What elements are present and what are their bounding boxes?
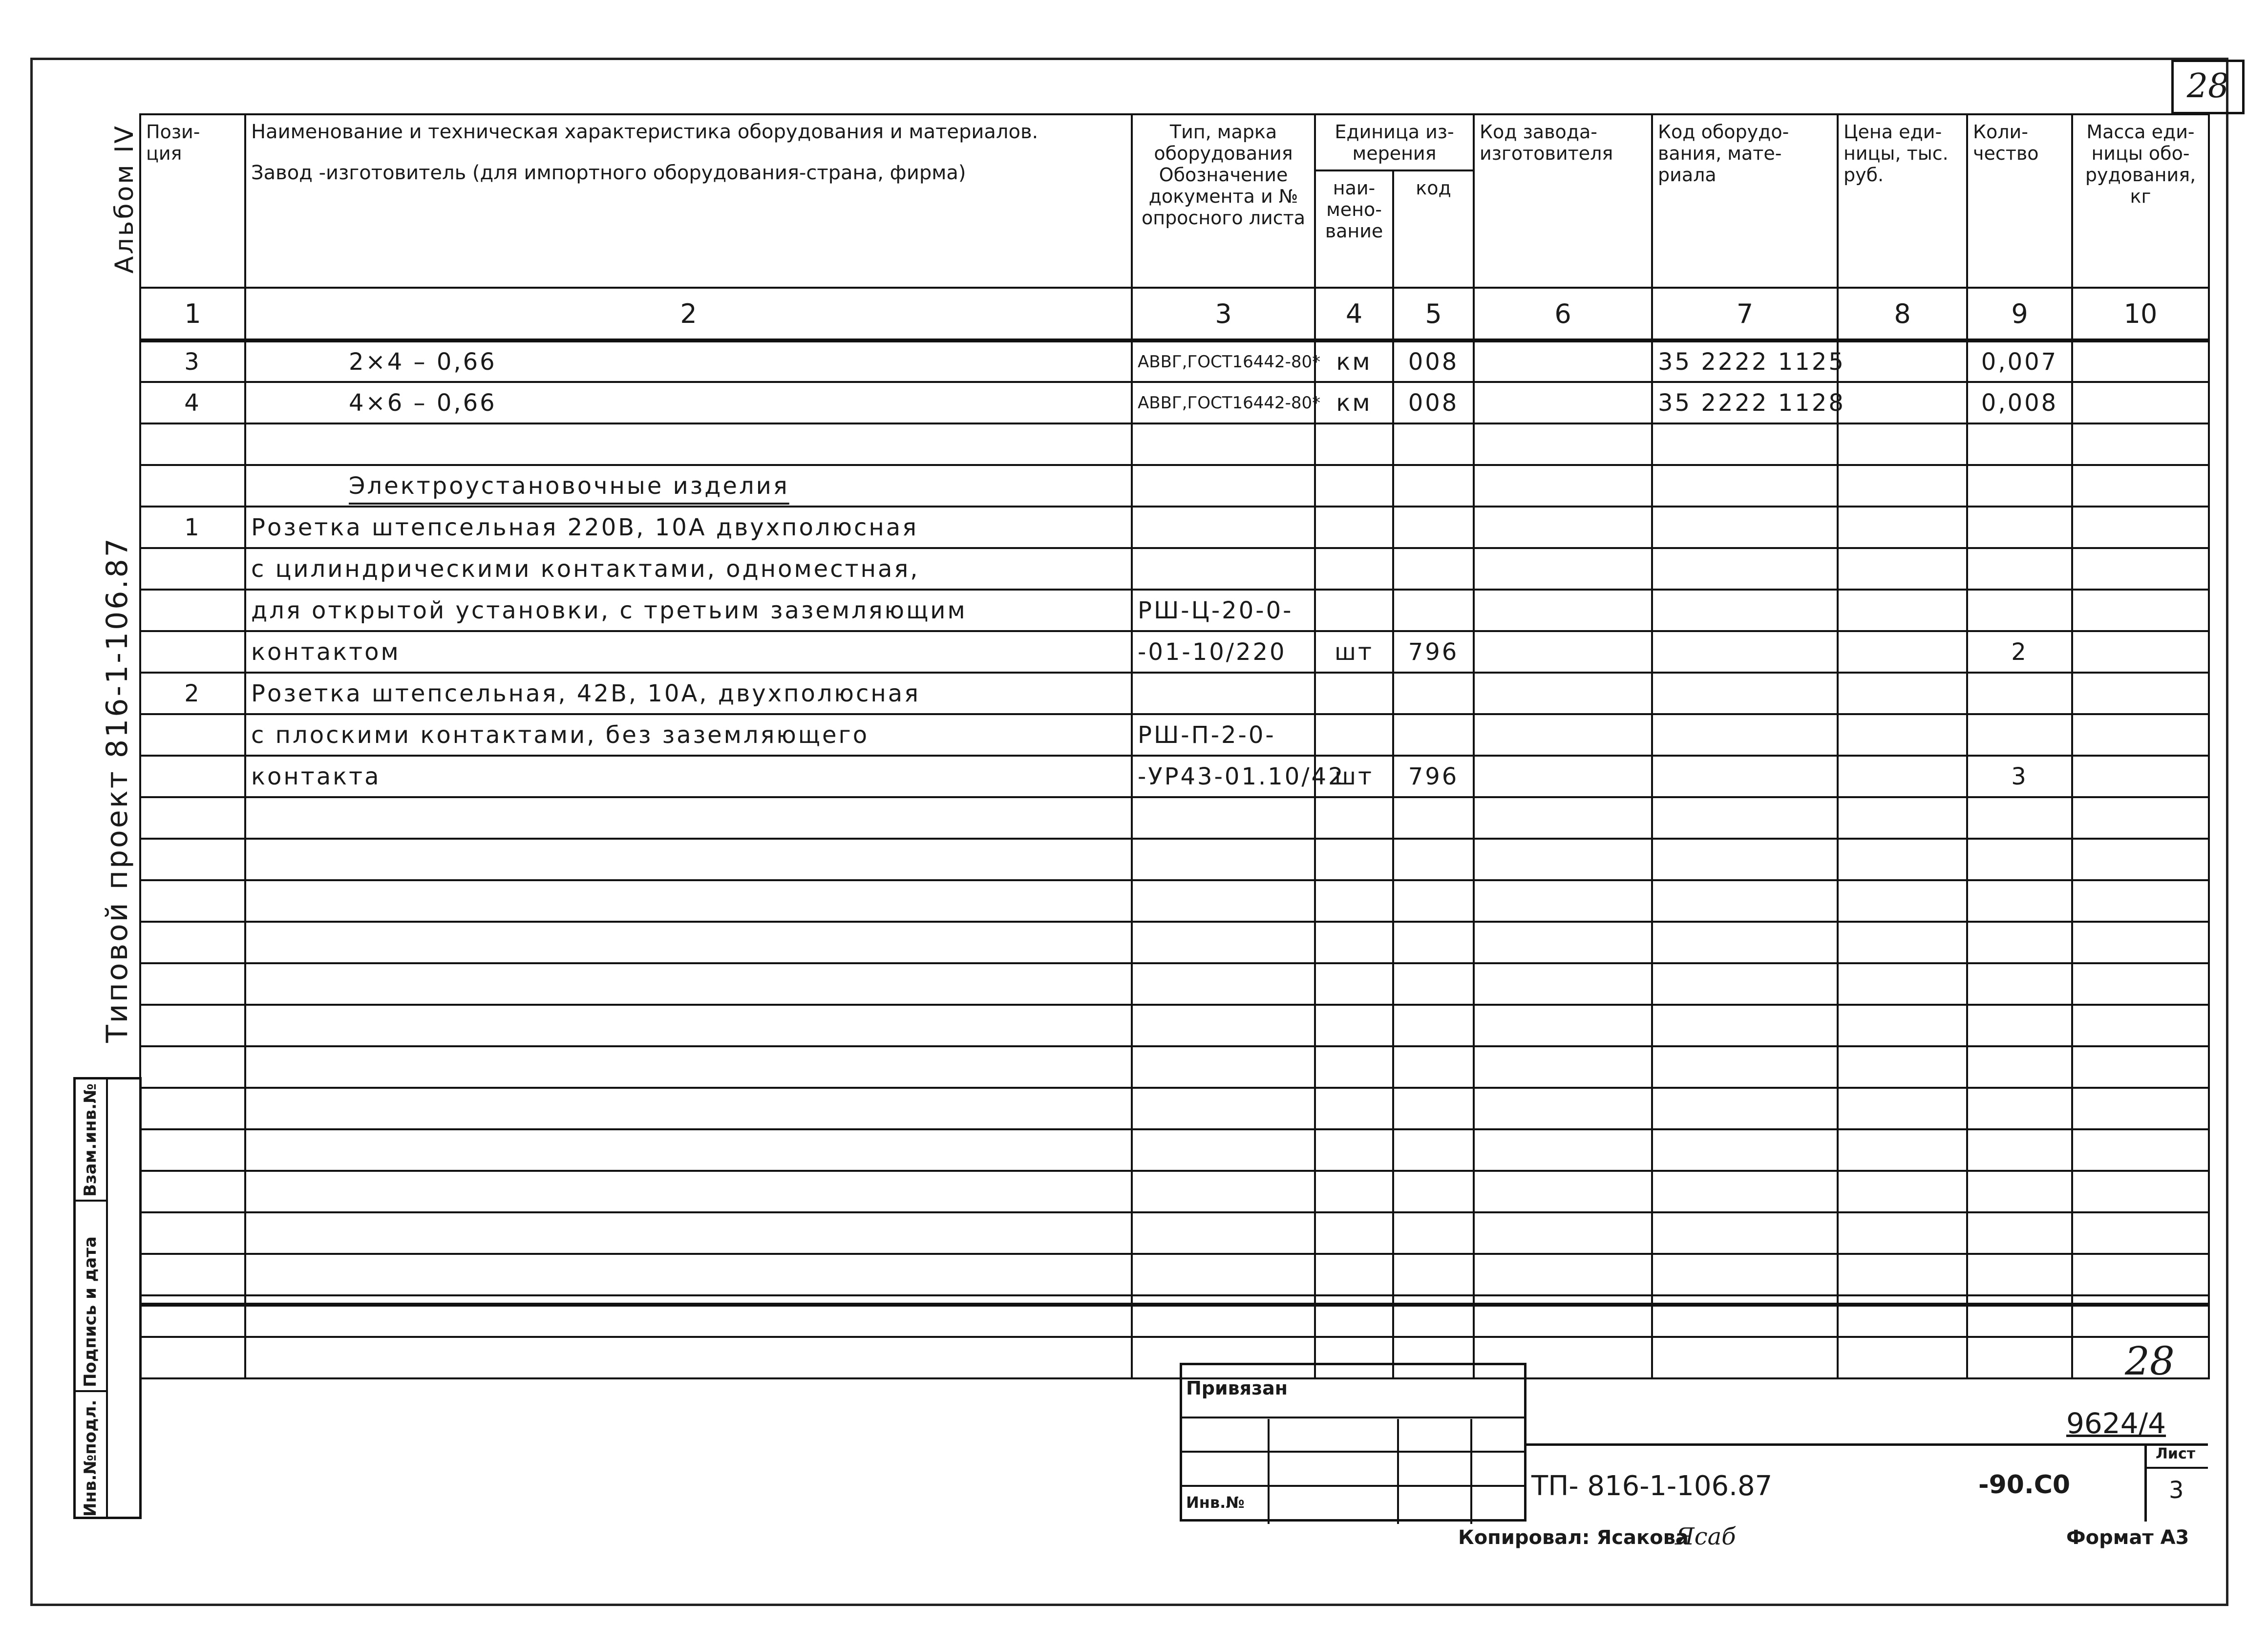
specification-table — [139, 113, 2210, 1379]
empty-cell — [245, 1129, 1132, 1171]
header-unit-name: наи- мено- вание — [1315, 170, 1393, 288]
table-row — [140, 423, 2209, 465]
cell-quantity: 0,007 — [1967, 340, 2072, 382]
cell-unit: шт — [1315, 631, 1393, 673]
cell-unit-code — [1393, 507, 1474, 548]
cell-type: -01-10/220 — [1132, 631, 1315, 673]
cell-price — [1838, 382, 1967, 423]
privyazan-label: Привязан — [1186, 1377, 1288, 1399]
cell-name: 2×4 – 0,66 — [245, 340, 1132, 382]
cell-unit-code: 796 — [1393, 631, 1474, 673]
cell-mass — [2072, 756, 2209, 797]
empty-cell — [1652, 1254, 1838, 1295]
cell-quantity — [1967, 423, 2072, 465]
cell-plant-code — [1474, 714, 1652, 756]
empty-cell — [1132, 1212, 1315, 1254]
project-label: Типовой проект 816-1-106.87 — [100, 536, 134, 1043]
empty-cell — [1315, 797, 1393, 839]
empty-cell — [1652, 1171, 1838, 1212]
cell-equipment-code — [1652, 631, 1838, 673]
cell-position: 1 — [140, 507, 245, 548]
cell-type: АВВГ,ГОСТ16442-80* — [1132, 340, 1315, 382]
empty-cell — [1967, 1212, 2072, 1254]
empty-cell — [1132, 1088, 1315, 1129]
empty-cell — [140, 1171, 245, 1212]
empty-cell — [1315, 1129, 1393, 1171]
empty-cell — [1393, 922, 1474, 963]
empty-cell — [1838, 1171, 1967, 1212]
empty-cell — [1315, 1046, 1393, 1088]
cell-position — [140, 548, 245, 590]
empty-cell — [245, 1171, 1132, 1212]
cell-plant-code — [1474, 590, 1652, 631]
empty-row — [140, 797, 2209, 839]
cell-price — [1838, 673, 1967, 714]
cell-plant-code — [1474, 756, 1652, 797]
empty-cell — [245, 1046, 1132, 1088]
table-row — [140, 714, 2209, 756]
empty-cell — [2072, 797, 2209, 839]
cell-quantity — [1967, 673, 2072, 714]
table-row — [140, 507, 2209, 548]
cell-position: 4 — [140, 382, 245, 423]
cell-name: контакта — [245, 756, 1132, 797]
empty-cell — [1652, 839, 1838, 880]
empty-cell — [1474, 963, 1652, 1005]
cell-name: Розетка штепсельная 220В, 10А двухполюсная — [245, 507, 1132, 548]
empty-cell — [1838, 1005, 1967, 1046]
empty-cell — [1132, 1171, 1315, 1212]
empty-row — [140, 963, 2209, 1005]
table-row — [140, 673, 2209, 714]
column-numbers-row — [140, 288, 2209, 340]
cell-price — [1838, 465, 1967, 507]
handwritten-page-number: 28 — [2125, 1338, 2175, 1384]
cell-equipment-code — [1652, 548, 1838, 590]
cell-type — [1132, 465, 1315, 507]
empty-cell — [1474, 1129, 1652, 1171]
table-row — [140, 548, 2209, 590]
cell-unit: км — [1315, 340, 1393, 382]
empty-cell — [1838, 1129, 1967, 1171]
col-number: 10 — [2072, 288, 2209, 340]
empty-row — [140, 1212, 2209, 1254]
empty-cell — [140, 1046, 245, 1088]
empty-cell — [245, 922, 1132, 963]
cell-mass — [2072, 507, 2209, 548]
empty-cell — [1967, 880, 2072, 922]
empty-cell — [1652, 1005, 1838, 1046]
cell-position — [140, 714, 245, 756]
cell-unit-code — [1393, 548, 1474, 590]
empty-cell — [245, 1212, 1132, 1254]
empty-cell — [1474, 839, 1652, 880]
empty-cell — [1132, 1129, 1315, 1171]
cell-unit — [1315, 507, 1393, 548]
document-suffix: -90.С0 — [1978, 1470, 2071, 1500]
cell-quantity: 2 — [1967, 631, 2072, 673]
empty-cell — [1393, 880, 1474, 922]
cell-position — [140, 423, 245, 465]
empty-cell — [245, 839, 1132, 880]
col-number: 9 — [1967, 288, 2072, 340]
col-number: 7 — [1652, 288, 1838, 340]
cell-unit-code: 796 — [1393, 756, 1474, 797]
empty-cell — [1652, 1088, 1838, 1129]
header-mass: Масса еди- ницы обо- рудования, кг — [2072, 114, 2209, 288]
cell-type — [1132, 423, 1315, 465]
empty-cell — [245, 880, 1132, 922]
cell-mass — [2072, 673, 2209, 714]
cell-mass — [2072, 465, 2209, 507]
cell-unit: км — [1315, 382, 1393, 423]
empty-cell — [1474, 1171, 1652, 1212]
empty-cell — [1474, 1212, 1652, 1254]
document-code: ТП- 816-1-106.87 — [1531, 1470, 1773, 1502]
empty-cell — [1393, 1171, 1474, 1212]
empty-cell — [1315, 1171, 1393, 1212]
cell-unit — [1315, 548, 1393, 590]
cell-mass — [2072, 590, 2209, 631]
empty-cell — [140, 1212, 245, 1254]
cell-unit — [1315, 423, 1393, 465]
cell-type: РШ-П-2-0- — [1132, 714, 1315, 756]
cell-plant-code — [1474, 631, 1652, 673]
table-row — [140, 465, 2209, 507]
empty-cell — [1652, 1129, 1838, 1171]
header-quantity: Коли- чество — [1967, 114, 2072, 288]
empty-cell — [1315, 1254, 1393, 1295]
empty-cell — [1967, 922, 2072, 963]
empty-cell — [1838, 1046, 1967, 1088]
header-position: Пози- ция — [140, 114, 245, 288]
empty-cell — [1474, 880, 1652, 922]
empty-cell — [1652, 797, 1838, 839]
empty-row — [140, 880, 2209, 922]
cell-equipment-code — [1652, 423, 1838, 465]
cell-price — [1838, 548, 1967, 590]
empty-cell — [1474, 1254, 1652, 1295]
empty-cell — [140, 1088, 245, 1129]
empty-cell — [1967, 1046, 2072, 1088]
cell-price — [1838, 756, 1967, 797]
cell-unit-code: 008 — [1393, 340, 1474, 382]
cell-equipment-code: 35 2222 1128 — [1652, 382, 1838, 423]
empty-row — [140, 1046, 2209, 1088]
cell-price — [1838, 340, 1967, 382]
empty-cell — [140, 1254, 245, 1295]
empty-cell — [1652, 963, 1838, 1005]
empty-cell — [1838, 963, 1967, 1005]
cell-mass — [2072, 714, 2209, 756]
cell-equipment-code — [1652, 590, 1838, 631]
col-number: 3 — [1132, 288, 1315, 340]
cell-quantity — [1967, 590, 2072, 631]
cell-position — [140, 465, 245, 507]
empty-cell — [1315, 1088, 1393, 1129]
cell-mass — [2072, 382, 2209, 423]
empty-cell — [1315, 1212, 1393, 1254]
cell-plant-code — [1474, 673, 1652, 714]
cell-type — [1132, 548, 1315, 590]
cell-type — [1132, 673, 1315, 714]
cell-price — [1838, 507, 1967, 548]
empty-cell — [1393, 1254, 1474, 1295]
empty-cell — [1967, 1129, 2072, 1171]
cell-position: 2 — [140, 673, 245, 714]
empty-cell — [140, 797, 245, 839]
cell-unit — [1315, 590, 1393, 631]
empty-cell — [1132, 880, 1315, 922]
col-number: 2 — [245, 288, 1132, 340]
cell-unit-code — [1393, 714, 1474, 756]
empty-cell — [245, 797, 1132, 839]
empty-cell — [1132, 963, 1315, 1005]
cell-equipment-code — [1652, 507, 1838, 548]
header-unit-code: код — [1393, 170, 1474, 288]
cell-price — [1838, 423, 1967, 465]
empty-cell — [1652, 922, 1838, 963]
empty-cell — [1315, 880, 1393, 922]
empty-cell — [2072, 922, 2209, 963]
header-plant-code: Код завода- изготовителя — [1474, 114, 1652, 288]
cell-name: с цилиндрическими контактами, одноместная, — [245, 548, 1132, 590]
empty-cell — [1393, 1046, 1474, 1088]
empty-row — [140, 839, 2209, 880]
cell-quantity: 0,008 — [1967, 382, 2072, 423]
sign-date-label: Подпись и дата — [81, 1236, 100, 1387]
empty-cell — [2072, 1005, 2209, 1046]
cell-mass — [2072, 631, 2209, 673]
empty-cell — [1393, 1212, 1474, 1254]
empty-cell — [1838, 1212, 1967, 1254]
cell-equipment-code — [1652, 673, 1838, 714]
cell-type — [1132, 507, 1315, 548]
format-label: Формат А3 — [2066, 1526, 2189, 1549]
empty-cell — [2072, 963, 2209, 1005]
empty-cell — [1132, 1254, 1315, 1295]
empty-row — [140, 1129, 2209, 1171]
copied-by: Копировал: Ясакова — [1458, 1526, 1689, 1549]
table-row — [140, 590, 2209, 631]
empty-row — [140, 1088, 2209, 1129]
header-equipment-code: Код оборудо- вания, мате- риала — [1652, 114, 1838, 288]
empty-cell — [1315, 922, 1393, 963]
empty-cell — [1315, 1005, 1393, 1046]
cell-name — [245, 423, 1132, 465]
cell-unit-code — [1393, 590, 1474, 631]
table-row — [140, 340, 2209, 382]
cell-unit-code — [1393, 465, 1474, 507]
cell-position — [140, 631, 245, 673]
cell-plant-code — [1474, 423, 1652, 465]
empty-cell — [1652, 1212, 1838, 1254]
empty-cell — [1132, 1005, 1315, 1046]
left-stamp-strip — [73, 1077, 142, 1519]
cell-position: 3 — [140, 340, 245, 382]
cell-name: контактом — [245, 631, 1132, 673]
cell-type: РШ-Ц-20-0- — [1132, 590, 1315, 631]
empty-cell — [245, 1088, 1132, 1129]
empty-cell — [245, 1005, 1132, 1046]
header-price: Цена еди- ницы, тыс. руб. — [1838, 114, 1967, 288]
cell-type: -УР43-01.10/42 — [1132, 756, 1315, 797]
cell-position — [140, 756, 245, 797]
empty-row — [140, 1171, 2209, 1212]
cell-quantity — [1967, 465, 2072, 507]
empty-cell — [1132, 1046, 1315, 1088]
col-number: 5 — [1393, 288, 1474, 340]
empty-cell — [1315, 963, 1393, 1005]
empty-cell — [1967, 1005, 2072, 1046]
empty-cell — [2072, 1212, 2209, 1254]
cell-equipment-code: 35 2222 1125 — [1652, 340, 1838, 382]
empty-cell — [1652, 880, 1838, 922]
cell-quantity: 3 — [1967, 756, 2072, 797]
empty-cell — [1967, 839, 2072, 880]
cell-mass — [2072, 423, 2209, 465]
empty-cell — [2072, 1129, 2209, 1171]
cell-quantity — [1967, 548, 2072, 590]
header-unit: Единица из- мерения — [1315, 114, 1474, 170]
cell-name: Электроустановочные изделия — [245, 465, 1132, 507]
empty-cell — [1967, 1254, 2072, 1295]
col-number: 6 — [1474, 288, 1652, 340]
cell-quantity — [1967, 714, 2072, 756]
cell-position — [140, 590, 245, 631]
empty-cell — [2072, 1088, 2209, 1129]
empty-cell — [140, 880, 245, 922]
empty-cell — [1393, 1005, 1474, 1046]
cell-quantity — [1967, 507, 2072, 548]
copied-signature: Ясаб — [1675, 1523, 1736, 1550]
empty-cell — [1132, 922, 1315, 963]
corner-page-number: 28 — [2171, 60, 2245, 114]
cell-type: АВВГ,ГОСТ16442-80* — [1132, 382, 1315, 423]
cell-name: с плоскими контактами, без заземляющего — [245, 714, 1132, 756]
empty-cell — [1967, 1171, 2072, 1212]
table-row — [140, 382, 2209, 423]
empty-cell — [2072, 1254, 2209, 1295]
cell-unit — [1315, 465, 1393, 507]
cell-unit-code — [1393, 423, 1474, 465]
empty-cell — [1393, 797, 1474, 839]
cell-unit — [1315, 714, 1393, 756]
album-label: Альбом IV — [110, 124, 139, 274]
cell-equipment-code — [1652, 714, 1838, 756]
empty-cell — [1474, 1046, 1652, 1088]
empty-cell — [1393, 1088, 1474, 1129]
cell-plant-code — [1474, 340, 1652, 382]
cell-name: для открытой установки, с третьим заземляющим — [245, 590, 1132, 631]
table-row — [140, 756, 2209, 797]
col-number: 8 — [1838, 288, 1967, 340]
cell-plant-code — [1474, 507, 1652, 548]
cell-price — [1838, 590, 1967, 631]
empty-cell — [1838, 922, 1967, 963]
empty-cell — [140, 963, 245, 1005]
col-number: 1 — [140, 288, 245, 340]
empty-cell — [140, 839, 245, 880]
cell-mass — [2072, 548, 2209, 590]
cell-name: 4×6 – 0,66 — [245, 382, 1132, 423]
privyazan-stamp — [1180, 1363, 1526, 1522]
empty-cell — [1838, 839, 1967, 880]
empty-cell — [1132, 839, 1315, 880]
cell-unit — [1315, 673, 1393, 714]
empty-row — [140, 1005, 2209, 1046]
cell-price — [1838, 714, 1967, 756]
cell-plant-code — [1474, 548, 1652, 590]
empty-cell — [1838, 880, 1967, 922]
empty-cell — [1474, 1088, 1652, 1129]
empty-cell — [140, 922, 245, 963]
empty-cell — [1393, 963, 1474, 1005]
empty-cell — [1652, 1046, 1838, 1088]
empty-cell — [1393, 1129, 1474, 1171]
cell-equipment-code — [1652, 465, 1838, 507]
col-number: 4 — [1315, 288, 1393, 340]
table-row — [140, 631, 2209, 673]
cell-price — [1838, 631, 1967, 673]
vzam-inv-label: Взам.инв.№ — [81, 1083, 100, 1197]
empty-cell — [2072, 1171, 2209, 1212]
empty-cell — [1474, 1005, 1652, 1046]
order-number: 9624/4 — [2066, 1407, 2166, 1440]
empty-cell — [245, 963, 1132, 1005]
empty-cell — [1132, 797, 1315, 839]
empty-cell — [1393, 839, 1474, 880]
cell-mass — [2072, 340, 2209, 382]
cell-plant-code — [1474, 382, 1652, 423]
empty-cell — [2072, 839, 2209, 880]
cell-name: Розетка штепсельная, 42В, 10А, двухполюсная — [245, 673, 1132, 714]
empty-cell — [2072, 880, 2209, 922]
cell-equipment-code — [1652, 756, 1838, 797]
empty-cell — [245, 1254, 1132, 1295]
empty-cell — [1838, 1254, 1967, 1295]
cell-plant-code — [1474, 465, 1652, 507]
empty-cell — [140, 1005, 245, 1046]
sheet-box — [2144, 1443, 2208, 1522]
empty-cell — [1838, 797, 1967, 839]
empty-row — [140, 1254, 2209, 1295]
empty-cell — [1315, 839, 1393, 880]
empty-row — [140, 922, 2209, 963]
sheet-label: Лист — [2156, 1445, 2196, 1462]
header-name: Наименование и техническая характеристика оборудования и материалов. Завод -изготовитель (для импортного оборудования-страна, фирма) — [245, 114, 1132, 288]
cell-unit-code — [1393, 673, 1474, 714]
header-type: Тип, марка оборудования Обозначение документа и № опросного листа — [1132, 114, 1315, 288]
empty-cell — [1474, 797, 1652, 839]
empty-cell — [1967, 1088, 2072, 1129]
empty-cell — [140, 1129, 245, 1171]
empty-cell — [1967, 797, 2072, 839]
empty-cell — [1474, 922, 1652, 963]
inv-orig-label: Инв.№подл. — [81, 1399, 100, 1517]
empty-cell — [2072, 1046, 2209, 1088]
cell-unit: шт — [1315, 756, 1393, 797]
inv-no-label: Инв.№ — [1186, 1493, 1245, 1512]
cell-unit-code: 008 — [1393, 382, 1474, 423]
empty-cell — [1838, 1088, 1967, 1129]
empty-cell — [1967, 963, 2072, 1005]
sheet-number: 3 — [2169, 1477, 2184, 1504]
